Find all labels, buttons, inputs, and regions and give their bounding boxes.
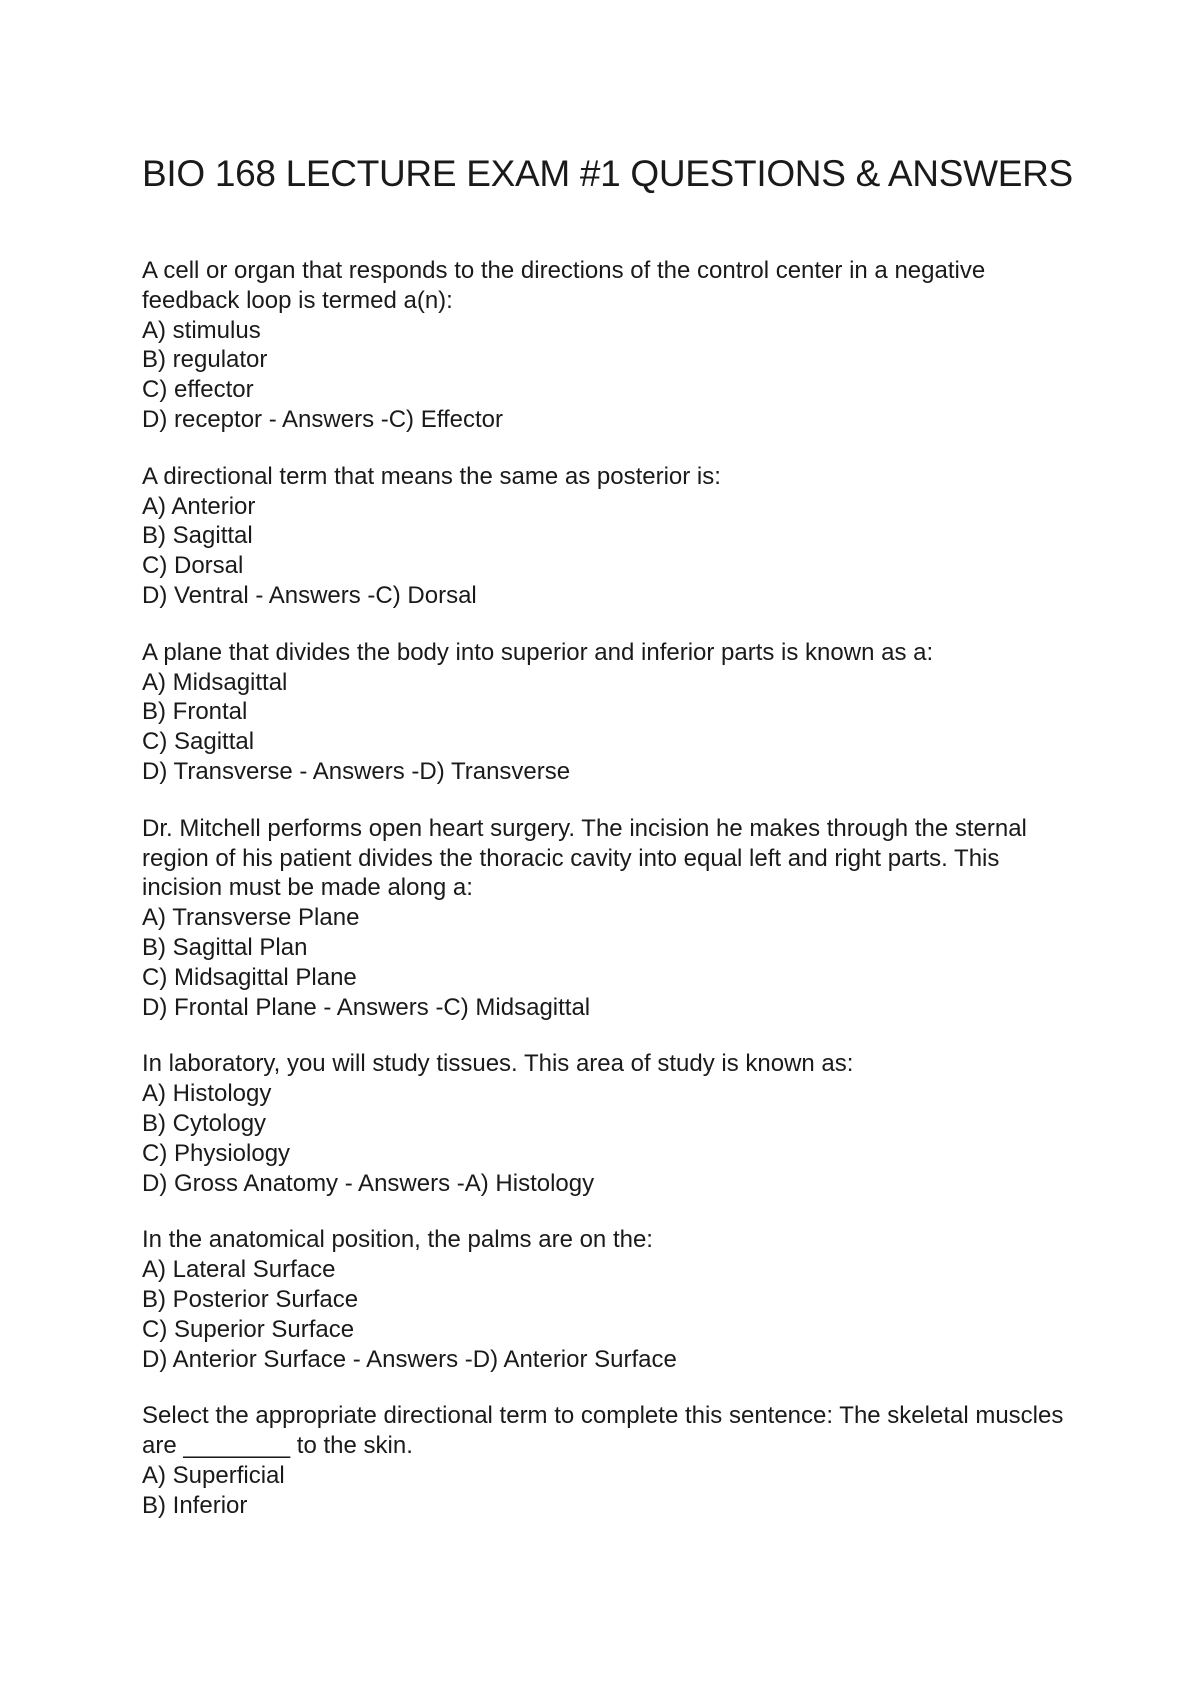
option-d-with-answer: D) Frontal Plane - Answers -C) Midsagittal bbox=[142, 993, 591, 1021]
option-a: A) stimulus bbox=[142, 316, 261, 344]
document-title: BIO 168 LECTURE EXAM #1 QUESTIONS & ANSWERS bbox=[142, 153, 1073, 194]
question-stem-line: In laboratory, you will study tissues. This area of study is known as: bbox=[142, 1050, 854, 1078]
option-c: C) effector bbox=[142, 376, 254, 404]
option-b: B) Frontal bbox=[142, 698, 248, 726]
option-b: B) Sagittal bbox=[142, 522, 253, 550]
question-stem-line: are ________ to the skin. bbox=[142, 1432, 413, 1460]
question-2 bbox=[142, 462, 1062, 611]
option-b: B) regulator bbox=[142, 346, 268, 374]
question-3 bbox=[142, 638, 1062, 787]
question-4 bbox=[142, 814, 1062, 1023]
option-a: A) Transverse Plane bbox=[142, 904, 360, 932]
option-a: A) Superficial bbox=[142, 1461, 285, 1489]
option-a: A) Midsagittal bbox=[142, 668, 288, 696]
option-d-with-answer: D) Transverse - Answers -D) Transverse bbox=[142, 757, 571, 785]
option-c: C) Sagittal bbox=[142, 728, 255, 756]
question-list bbox=[142, 256, 1062, 1547]
question-stem-line: Dr. Mitchell performs open heart surgery. The incision he makes through the sternal bbox=[142, 814, 1027, 842]
question-stem-line: region of his patient divides the thoracic cavity into equal left and right parts. This bbox=[142, 844, 1000, 872]
option-b: B) Inferior bbox=[142, 1491, 248, 1519]
question-stem-line: feedback loop is termed a(n): bbox=[142, 286, 453, 314]
option-c: C) Physiology bbox=[142, 1139, 291, 1167]
option-d-with-answer: D) receptor - Answers -C) Effector bbox=[142, 405, 503, 433]
option-c: C) Dorsal bbox=[142, 552, 244, 580]
option-d-with-answer: D) Ventral - Answers -C) Dorsal bbox=[142, 581, 477, 609]
option-d-with-answer: D) Anterior Surface - Answers -D) Anterior Surface bbox=[142, 1345, 677, 1373]
question-stem-line: A cell or organ that responds to the directions of the control center in a negative bbox=[142, 257, 986, 284]
option-c: C) Superior Surface bbox=[142, 1315, 355, 1343]
question-stem-line: In the anatomical position, the palms are on the: bbox=[142, 1226, 653, 1254]
option-b: B) Cytology bbox=[142, 1109, 267, 1137]
option-c: C) Midsagittal Plane bbox=[142, 963, 357, 991]
option-a: A) Anterior bbox=[142, 492, 256, 520]
question-7 bbox=[142, 1401, 1062, 1520]
question-stem-line: Select the appropriate directional term to complete this sentence: The skeletal muscles bbox=[142, 1402, 1064, 1430]
option-b: B) Sagittal Plan bbox=[142, 933, 308, 961]
question-stem-line: incision must be made along a: bbox=[142, 874, 473, 902]
question-1 bbox=[142, 256, 1062, 435]
option-a: A) Histology bbox=[142, 1080, 272, 1108]
option-d-with-answer: D) Gross Anatomy - Answers -A) Histology bbox=[142, 1169, 595, 1197]
question-6 bbox=[142, 1225, 1062, 1374]
question-stem-line: A plane that divides the body into superior and inferior parts is known as a: bbox=[142, 638, 934, 666]
question-5 bbox=[142, 1049, 1062, 1198]
question-stem-line: A directional term that means the same as posterior is: bbox=[142, 462, 721, 490]
option-b: B) Posterior Surface bbox=[142, 1285, 359, 1313]
option-a: A) Lateral Surface bbox=[142, 1256, 336, 1284]
